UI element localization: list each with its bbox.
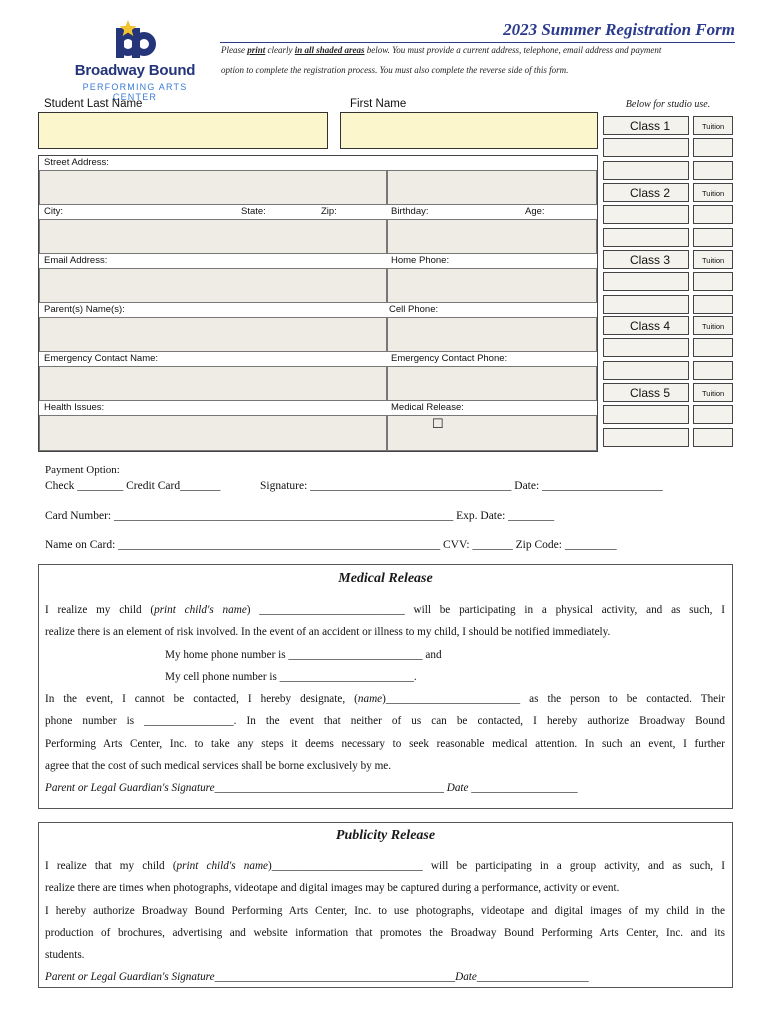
medical-release-title: Medical Release [338, 571, 433, 586]
class-entry-cell[interactable] [603, 295, 689, 314]
class-entry-cell[interactable] [603, 405, 689, 424]
class-entry-cell[interactable] [603, 361, 689, 380]
class-entry-cell[interactable] [603, 205, 689, 224]
parents-name-label: Parent(s) Name(s): [44, 304, 125, 315]
medical-release-line-6[interactable]: phone number is ________________. In the event that neither of us can be contacted, I hereby authorize Broadway Bound [45, 715, 725, 727]
tuition-entry-cell[interactable] [693, 228, 733, 247]
parents-name-field[interactable] [39, 317, 387, 352]
publicity-release-line-5: students. [45, 949, 85, 961]
tuition-label: Tuition [702, 255, 725, 265]
studio-use-grid [603, 116, 733, 452]
emergency-contact-phone-label: Emergency Contact Phone: [391, 353, 508, 364]
instructions-line-2: option to complete the registration process. You must also complete the reverse side of this form. [221, 65, 569, 75]
class-label: Class 2 [630, 185, 671, 200]
tuition-label: Tuition [702, 188, 725, 198]
publicity-release-line-3: I hereby authorize Broadway Bound Performing Arts Center, Inc. to use photographs, videotape and digital images of my child in the [45, 905, 725, 917]
class-entry-cell[interactable] [603, 428, 689, 447]
street-address-field[interactable] [39, 170, 387, 205]
tuition-entry-cell[interactable] [693, 361, 733, 380]
publicity-release-line-2: realize there are times when photographs, videotape and digital images may be captured during a performance, activity or event. [45, 882, 620, 894]
payment-check-credit[interactable]: Check ________ Credit Card_______ [45, 480, 221, 492]
title-rule [220, 42, 735, 43]
health-issues-label: Health Issues: [44, 402, 105, 413]
street-address-field-2[interactable] [387, 170, 597, 205]
class-label: Class 1 [630, 119, 671, 133]
medical-release-checkbox[interactable]: ☐ [432, 416, 444, 431]
class-entry-cell[interactable] [603, 272, 689, 291]
instructions-line-1: Please print clearly in all shaded areas below. You must provide a current address, telephone, email address and payment [221, 45, 662, 55]
medical-release-line-2: realize there is an element of risk involved. In the event of an accident or illness to my child, I should be notified immediately. [45, 626, 611, 638]
tuition-entry-cell[interactable] [693, 161, 733, 180]
state-label: State: [241, 206, 266, 217]
tuition-entry-cell[interactable] [693, 405, 733, 424]
medical-release-line-5[interactable]: In the event, I cannot be contacted, I hereby designate, (name)________________________ as the person to be contacted. Their [45, 693, 725, 705]
medical-release-label: Medical Release: [391, 402, 464, 413]
broadway-bound-logo-mark [108, 18, 164, 66]
medical-release-line-8: agree that the cost of such medical services shall be borne exclusively by me. [45, 760, 392, 772]
street-address-label: Street Address: [44, 157, 109, 168]
medical-release-cell [387, 415, 597, 451]
cell-phone-field[interactable] [387, 317, 597, 352]
tuition-entry-cell[interactable] [693, 338, 733, 357]
payment-signature-line[interactable]: Signature: ___________________________________ Date: _____________________ [260, 480, 663, 492]
tuition-entry-cell[interactable] [693, 138, 733, 157]
logo-subtitle: PERFORMING ARTS CENTER [82, 82, 188, 102]
birthday-age-field[interactable] [387, 219, 597, 254]
tuition-entry-cell[interactable] [693, 295, 733, 314]
first-name-field[interactable] [340, 112, 598, 149]
card-number-line[interactable]: Card Number: ___________________________________________________________ Exp. Date: ________ [45, 510, 555, 522]
home-phone-label: Home Phone: [391, 255, 450, 266]
city-label: City: [44, 206, 63, 217]
publicity-release-line-1[interactable]: I realize that my child (print child's name)___________________________ will be participating in a group activity, and as such, I [45, 860, 726, 872]
publicity-release-line-4: production of brochures, advertising and website information that promotes the Broadway Bound Performing Arts Center, Inc. and its [45, 927, 725, 939]
class-entry-cell[interactable] [603, 338, 689, 357]
tuition-label: Tuition [702, 322, 725, 332]
cell-phone-label: Cell Phone: [389, 304, 439, 315]
form-title: 2023 Summer Registration Form [503, 20, 735, 39]
name-on-card-line[interactable]: Name on Card: ________________________________________________________ CVV: _______ Zip Code: _________ [45, 539, 617, 551]
tuition-entry-cell[interactable] [693, 205, 733, 224]
medical-release-signature-line[interactable]: Parent or Legal Guardian's Signature_________________________________________ Date ___________________ [45, 782, 578, 794]
class-entry-cell[interactable] [603, 228, 689, 247]
tuition-label: Tuition [702, 389, 725, 399]
zip-label: Zip: [321, 206, 337, 217]
logo-name: Broadway Bound [74, 62, 196, 79]
class-entry-cell[interactable] [603, 138, 689, 157]
publicity-release-box [38, 822, 733, 988]
payment-option-label: Payment Option: [45, 464, 120, 476]
medical-release-box [38, 564, 733, 809]
student-last-name-label: Student Last Name [44, 98, 143, 110]
email-field[interactable] [39, 268, 387, 303]
class-label: Class 3 [630, 252, 671, 267]
medical-release-line-7: Performing Arts Center, Inc. to take any steps it deems necessary to seek reasonable medical attention. In such an event, I further [45, 738, 725, 750]
publicity-release-signature-line[interactable]: Parent or Legal Guardian's Signature___________________________________________Date____________________ [45, 971, 589, 983]
emergency-contact-name-label: Emergency Contact Name: [44, 353, 159, 364]
birthday-label: Birthday: [391, 206, 429, 217]
home-phone-field[interactable] [387, 268, 597, 303]
tuition-entry-cell[interactable] [693, 428, 733, 447]
student-last-name-field[interactable] [38, 112, 328, 149]
tuition-entry-cell[interactable] [693, 272, 733, 291]
tuition-label: Tuition [702, 122, 725, 131]
medical-release-home-phone[interactable]: My home phone number is ________________________ and [165, 649, 442, 661]
emergency-contact-name-field[interactable] [39, 366, 387, 401]
email-label: Email Address: [44, 255, 108, 266]
class-label: Class 4 [630, 319, 671, 334]
emergency-contact-phone-field[interactable] [387, 366, 597, 401]
studio-use-label: Below for studio use. [625, 99, 711, 110]
contact-info-grid [38, 155, 598, 452]
age-label: Age: [525, 206, 545, 217]
health-issues-field[interactable] [39, 415, 387, 451]
first-name-label: First Name [350, 98, 407, 110]
class-entry-cell[interactable] [603, 161, 689, 180]
medical-release-cell-phone[interactable]: My cell phone number is ________________________. [165, 671, 417, 683]
medical-release-line-1: I realize my child (print child's name) __________________________ will be participating in a physical activity, and as such, I [45, 604, 725, 616]
class-label: Class 5 [630, 386, 671, 401]
city-state-zip-field[interactable] [39, 219, 387, 254]
publicity-release-title: Publicity Release [335, 828, 436, 843]
logo [60, 14, 210, 102]
